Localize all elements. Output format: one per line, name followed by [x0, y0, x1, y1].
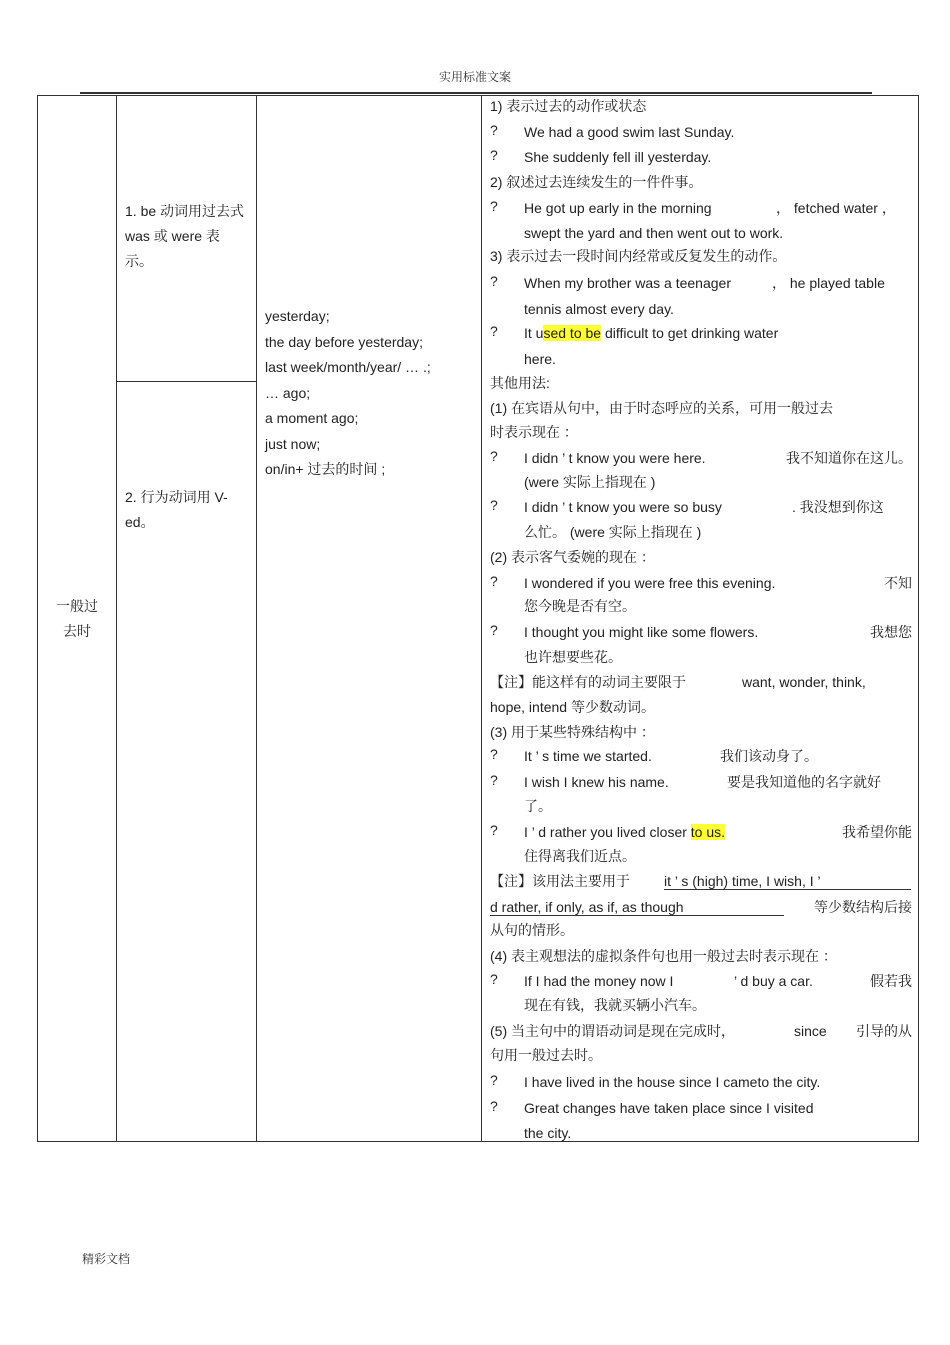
example-line: 您今晚是否有空。 — [524, 598, 636, 614]
form-cell-verb — [117, 382, 257, 1142]
translation: 我不知道你在这儿。 — [786, 450, 912, 466]
usage-heading: 时表示现在 ： — [490, 424, 578, 440]
bullet: ? — [490, 323, 498, 339]
note: 【注】能这样有的动词主要限于 — [490, 674, 686, 690]
time-words-cell — [265, 304, 475, 483]
example-line: swept the yard and then went out to work. — [524, 225, 784, 241]
form-cell-be — [117, 96, 257, 382]
time-word: just now; — [265, 435, 321, 452]
time-word: last week/month/year/ … .; — [265, 359, 431, 375]
example-line: If I had the money now I — [524, 973, 674, 989]
example-line: tennis almost every day. — [524, 301, 674, 317]
text-run: difficult to get drinking water — [601, 325, 779, 341]
usage-heading: (3) 用于某些特殊结构中 ： — [490, 724, 655, 740]
bullet: ? — [490, 971, 498, 987]
time-word: on/in+ 过去的时间 ; — [265, 461, 386, 477]
bullet: ? — [490, 273, 498, 289]
bullet: ? — [490, 147, 498, 163]
bullet: ? — [490, 573, 498, 589]
example-line: ’ d buy a car. — [734, 973, 813, 989]
bullet: ? — [490, 448, 498, 464]
example-line — [524, 323, 778, 343]
bullet: ? — [490, 772, 498, 788]
example-line: It ’ s time we started. — [524, 748, 652, 764]
example-line: 住得离我们近点。 — [524, 848, 636, 864]
note: hope, intend 等少数动词。 — [490, 699, 655, 715]
bullet: ? — [490, 746, 498, 762]
section-heading: 其他用法: — [490, 375, 550, 391]
translation: 我想您 — [870, 624, 912, 640]
example-line: ， he played table — [772, 275, 885, 291]
usage-heading: since — [794, 1023, 827, 1039]
bullet: ? — [490, 822, 498, 838]
highlighted-text: to us. — [690, 824, 726, 840]
example-line: I thought you might like some flowers. — [524, 624, 759, 640]
time-word: a moment ago; — [265, 410, 359, 426]
form-verb-text: 2. 行为动词用 V-ed。 — [125, 489, 228, 530]
time-word: yesterday; — [265, 308, 330, 324]
usage-heading: 句用一般过去时。 — [490, 1047, 602, 1063]
bullet: ? — [490, 122, 498, 138]
form-be-text: 1. be 动词用过去式 was 或 were 表示。 — [125, 203, 245, 269]
tense-cell — [38, 96, 116, 1141]
example-line: We had a good swim last Sunday. — [524, 124, 735, 140]
usage-heading: (5) 当主句中的谓语动词是现在完成时， — [490, 1023, 735, 1039]
note: 从句的情形。 — [490, 922, 574, 938]
time-word: the day before yesterday; — [265, 333, 423, 350]
translation: 要是我知道他的名字就好 — [727, 774, 881, 790]
page-footer: 精彩文档 — [82, 1252, 131, 1266]
usage-heading: 引导的从 — [856, 1023, 912, 1039]
bullet: ? — [490, 497, 498, 513]
example-line: the city. — [524, 1125, 572, 1141]
usage-heading: 3) 表示过去一段时间内经常或反复发生的动作。 — [490, 248, 787, 264]
bullet: ? — [490, 622, 498, 638]
example-line: I didn ’ t know you were so busy — [524, 499, 722, 515]
translation: 我们该动身了。 — [720, 748, 818, 764]
example-line: When my brother was a teenager — [524, 275, 731, 291]
bullet: ? — [490, 1072, 498, 1088]
usage-heading: 1) 表示过去的动作或状态 — [490, 98, 647, 114]
header-rule — [80, 92, 872, 94]
example-line: I wish I knew his name. — [524, 774, 669, 790]
example-line: 了。 — [524, 798, 552, 814]
example-line: I have lived in the house since I cameto the city. — [524, 1074, 821, 1090]
example-line: I wondered if you were free this evening. — [524, 575, 776, 591]
text-run: It u — [524, 325, 544, 341]
note-underlined: d rather, if only, as if, as though — [490, 897, 784, 916]
time-word: … ago; — [265, 384, 311, 401]
translation: 不知 — [884, 575, 912, 591]
example-line: 么忙。 (were 实际上指现在 ) — [524, 524, 702, 540]
note: want, wonder, think, — [742, 674, 866, 690]
text-run: I ’ d rather you lived closer — [524, 824, 691, 840]
example-line: (were 实际上指现在 ) — [524, 474, 656, 490]
highlighted-text: sed to be — [543, 325, 602, 341]
example-line: ， fetched water ， — [776, 200, 896, 216]
translation: 现在有钱，我就买辆小汽车。 — [524, 997, 706, 1013]
example-line: I didn ’ t know you were here. — [524, 450, 706, 466]
example-line: She suddenly fell ill yesterday. — [524, 149, 712, 165]
grammar-table — [37, 95, 919, 1142]
tense-name: 一般过去时 — [56, 597, 98, 639]
example-line: here. — [524, 351, 556, 367]
example-line: Great changes have taken place since I visited — [524, 1100, 814, 1116]
usage-heading: (4) 表主观想法的虚拟条件句也用一般过去时表示现在 ： — [490, 948, 837, 964]
example-line: He got up early in the morning — [524, 200, 712, 216]
example-line: 也许想要些花。 — [524, 649, 622, 665]
column-divider — [481, 96, 482, 1141]
usage-heading: 2) 叙述过去连续发生的一件件事。 — [490, 174, 703, 190]
translation: . 我没想到你这 — [792, 499, 884, 515]
note: 等少数结构后接 — [814, 899, 912, 915]
example-line — [524, 822, 725, 842]
translation: 我希望你能 — [842, 824, 912, 840]
bullet: ? — [490, 1098, 498, 1114]
usage-heading: (2) 表示客气委婉的现在 ： — [490, 549, 655, 565]
translation: 假若我 — [870, 973, 912, 989]
bullet: ? — [490, 198, 498, 214]
usage-heading: (1) 在宾语从句中，由于时态呼应的关系，可用一般过去 — [490, 400, 833, 416]
note-underlined: it ’ s (high) time, I wish, I ’ — [664, 871, 911, 890]
note: 【注】该用法主要用于 — [490, 873, 630, 889]
page-header: 实用标准文案 — [438, 70, 511, 84]
